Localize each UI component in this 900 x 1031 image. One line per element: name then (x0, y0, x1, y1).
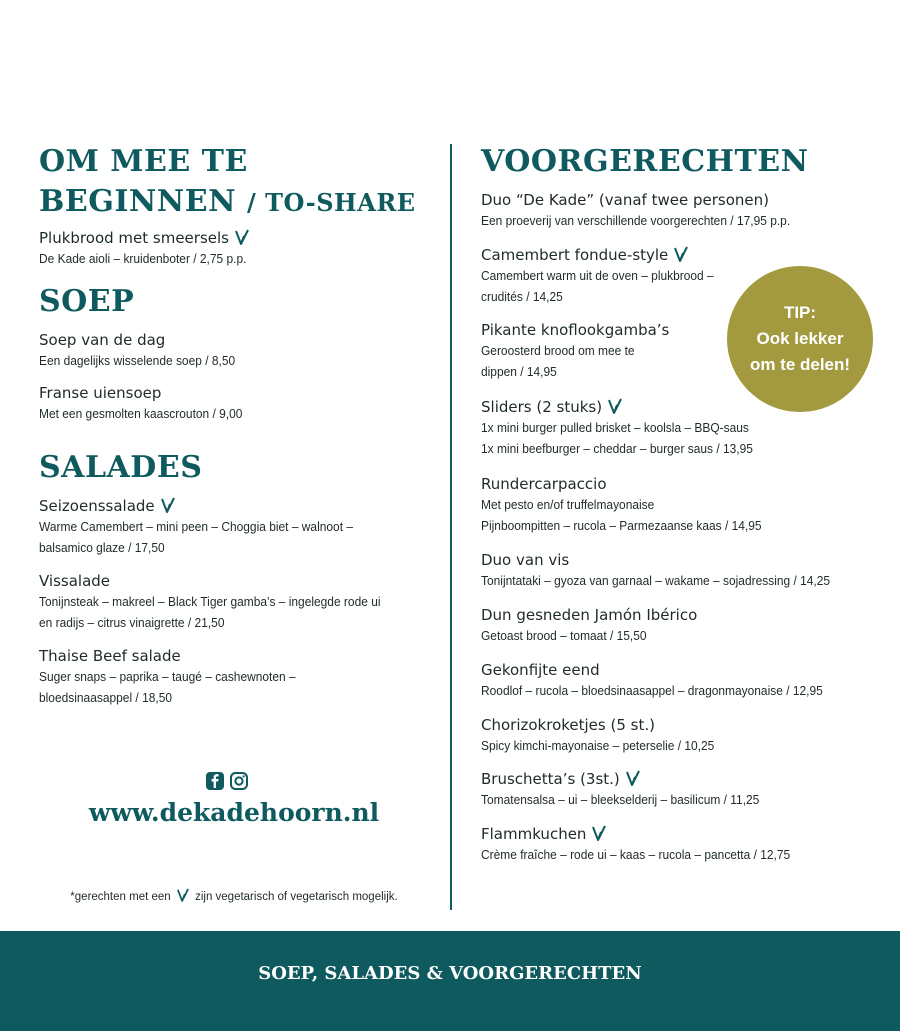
instagram-icon[interactable] (229, 771, 249, 791)
menu-item (481, 245, 734, 307)
item-name: Pikante knoflookgamba’s (481, 321, 670, 339)
item-desc-line: Pijnboompitten – rucola – Parmezaanse kaas / 14,95 (481, 518, 762, 533)
item-desc: Een dagelijks wisselende soep / 8,50 (39, 353, 236, 368)
leaf-v-icon (177, 888, 189, 902)
heading-line2: BEGINNEN (39, 184, 237, 219)
tip-line1: TIP: (783, 303, 817, 322)
item-name: Gekonfijte eend (481, 661, 600, 679)
item-desc-line2: balsamico glaze / 17,50 (39, 540, 165, 555)
item-desc-line: Spicy kimchi-mayonaise – peterselie / 10,25 (481, 738, 715, 753)
item-name: Rundercarpaccio (481, 475, 607, 493)
heading-voorgerechten: VOORGERECHTEN (481, 144, 809, 179)
item-name: Soep van de dag (39, 331, 166, 349)
column-divider (450, 144, 452, 910)
menu-item (481, 474, 786, 536)
heading-salades: SALADES (39, 450, 203, 485)
item-name: Bruschetta’s (3st.) (481, 770, 620, 788)
item-desc-line1: Suger snaps – paprika – taugé – cashewnoten – (39, 669, 296, 684)
leaf-v-icon (626, 770, 640, 786)
item-name: Seizoenssalade (39, 497, 155, 515)
menu-item (481, 320, 669, 382)
item-desc-line: Tomatensalsa – ui – bleekselderij – basilicum / 11,25 (481, 792, 760, 807)
footnote-after: zijn vegetarisch of vegetarisch mogelijk. (195, 891, 398, 903)
menu-item-thaise-beef-salade (39, 646, 318, 708)
leaf-v-icon (674, 246, 688, 262)
item-desc-line: 1x mini beefburger – cheddar – burger saus / 13,95 (481, 441, 753, 456)
leaf-v-icon (592, 825, 606, 841)
item-name: Chorizokroketjes (5 st.) (481, 716, 655, 734)
item-desc: De Kade aioli – kruidenboter / 2,75 p.p. (39, 251, 247, 266)
item-desc-line1: Warme Camembert – mini peen – Choggia biet – walnoot – (39, 519, 354, 534)
item-desc-line: Getoast brood – tomaat / 15,50 (481, 628, 647, 643)
menu-item-vissalade (39, 571, 410, 633)
leaf-v-icon (235, 229, 249, 245)
heading-sub: / TO-SHARE (246, 188, 416, 217)
item-desc-line: Geroosterd brood om mee te (481, 343, 635, 358)
footer-title: SOEP, SALADES & VOORGERECHTEN (258, 963, 642, 984)
footnote-before: *gerechten met een (70, 891, 171, 903)
item-name: Dun gesneden Jamón Ibérico (481, 606, 698, 624)
item-name: Franse uiensoep (39, 384, 162, 402)
menu-item (481, 715, 735, 756)
item-desc-line: Camembert warm uit de oven – plukbrood – (481, 268, 714, 283)
menu-item (481, 190, 817, 231)
facebook-icon[interactable] (205, 771, 225, 791)
item-desc: Met een gesmolten kaascrouton / 9,00 (39, 406, 243, 421)
item-name: Camembert fondue-style (481, 246, 669, 264)
menu-item-seizoenssalade (39, 496, 380, 558)
website-link[interactable]: www.dekadehoorn.nl (88, 798, 380, 827)
item-name: Sliders (2 stuks) (481, 398, 603, 416)
leaf-v-icon (608, 398, 622, 414)
menu-item (481, 660, 852, 701)
item-name: Vissalade (39, 572, 111, 590)
item-name: Duo van vis (481, 551, 570, 569)
menu-item (481, 550, 860, 591)
item-desc-line2: en radijs – citrus vinaigrette / 21,50 (39, 615, 225, 630)
footnote (39, 888, 429, 903)
menu-item (481, 605, 697, 646)
item-name: Thaise Beef salade (39, 647, 181, 665)
item-desc-line2: bloedsinaasappel / 18,50 (39, 690, 172, 705)
item-name: Flammkuchen (481, 825, 587, 843)
item-name: Plukbrood met smeersels (39, 229, 229, 247)
tip-line2: Ook lekker (756, 329, 844, 348)
item-name: Duo “De Kade” (vanaf twee personen) (481, 191, 769, 209)
menu-item-franse-uiensoep (39, 383, 260, 424)
leaf-v-icon (161, 497, 175, 513)
item-desc-line: Een proeverij van verschillende voorgerechten / 17,95 p.p. (481, 213, 791, 228)
heading-to-share (39, 142, 416, 223)
menu-item (481, 397, 777, 459)
menu-item (481, 824, 817, 865)
item-desc-line1: Tonijnsteak – makreel – Black Tiger gamba’s – ingelegde rode ui (39, 594, 381, 609)
tip-badge (727, 266, 873, 412)
social-links (205, 771, 249, 791)
heading-soep: SOEP (39, 284, 135, 319)
item-desc-line: Crème fraîche – rode ui – kaas – rucola – pancetta / 12,75 (481, 847, 791, 862)
item-desc-line: dippen / 14,95 (481, 364, 557, 379)
item-desc-line: Tonijntataki – gyoza van garnaal – wakame – sojadressing / 14,25 (481, 573, 831, 588)
menu-item-soep-van-de-dag (39, 330, 252, 371)
item-desc-line: Roodlof – rucola – bloedsinaasappel – dragonmayonaise / 12,95 (481, 683, 823, 698)
menu-item-plukbrood (39, 228, 264, 269)
item-desc-line: Met pesto en/of truffelmayonaise (481, 497, 655, 512)
tip-line3: om te delen! (749, 355, 851, 374)
item-desc-line: 1x mini burger pulled brisket – koolsla – BBQ-saus (481, 420, 749, 435)
item-desc-line: crudités / 14,25 (481, 289, 563, 304)
menu-item (481, 769, 784, 810)
heading-line1: OM MEE TE (39, 144, 248, 179)
